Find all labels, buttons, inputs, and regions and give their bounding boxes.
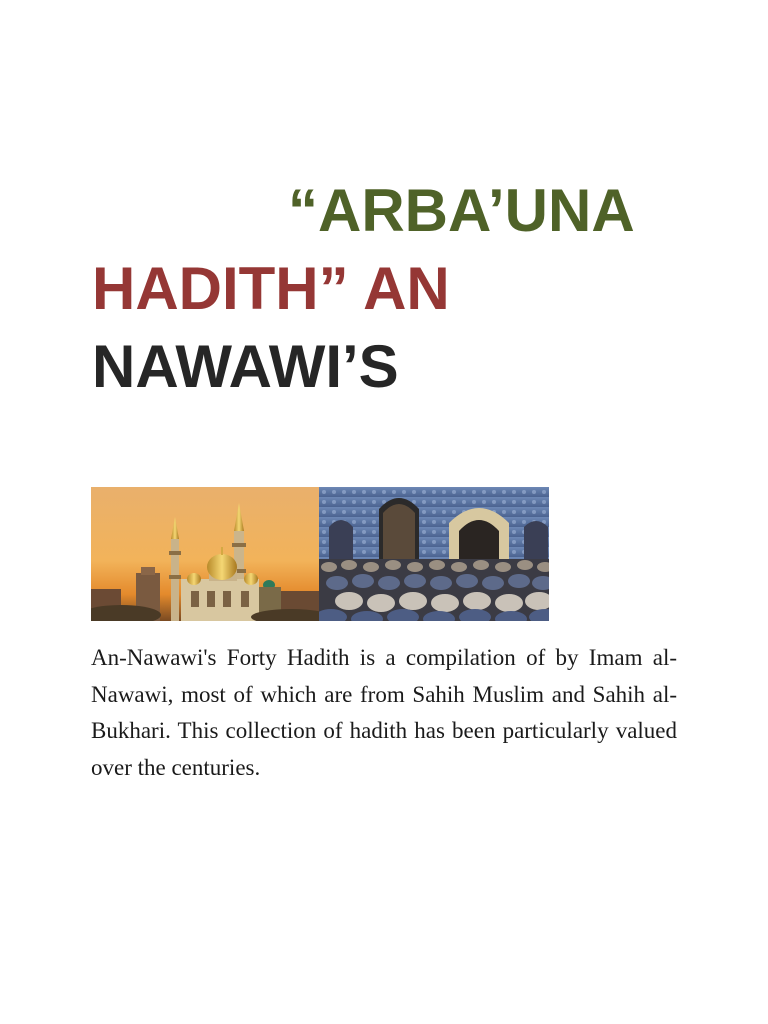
banner-image <box>91 487 549 621</box>
document-title <box>92 172 692 406</box>
title-line-3: NAWAWI’S <box>92 333 399 400</box>
title-line-1: “ARBA’UNA <box>288 177 635 244</box>
mosque-sunset-image <box>91 487 319 621</box>
prayer-hall-image <box>319 487 549 621</box>
description-paragraph: An-Nawawi's Forty Hadith is a compilation of by Imam al-Nawawi, most of which are from Sahih Muslim and Sahih al-Bukhari. This collection of hadith has been particularly valued over the centuries. <box>91 645 677 780</box>
title-line-2: HADITH” AN <box>92 255 450 322</box>
